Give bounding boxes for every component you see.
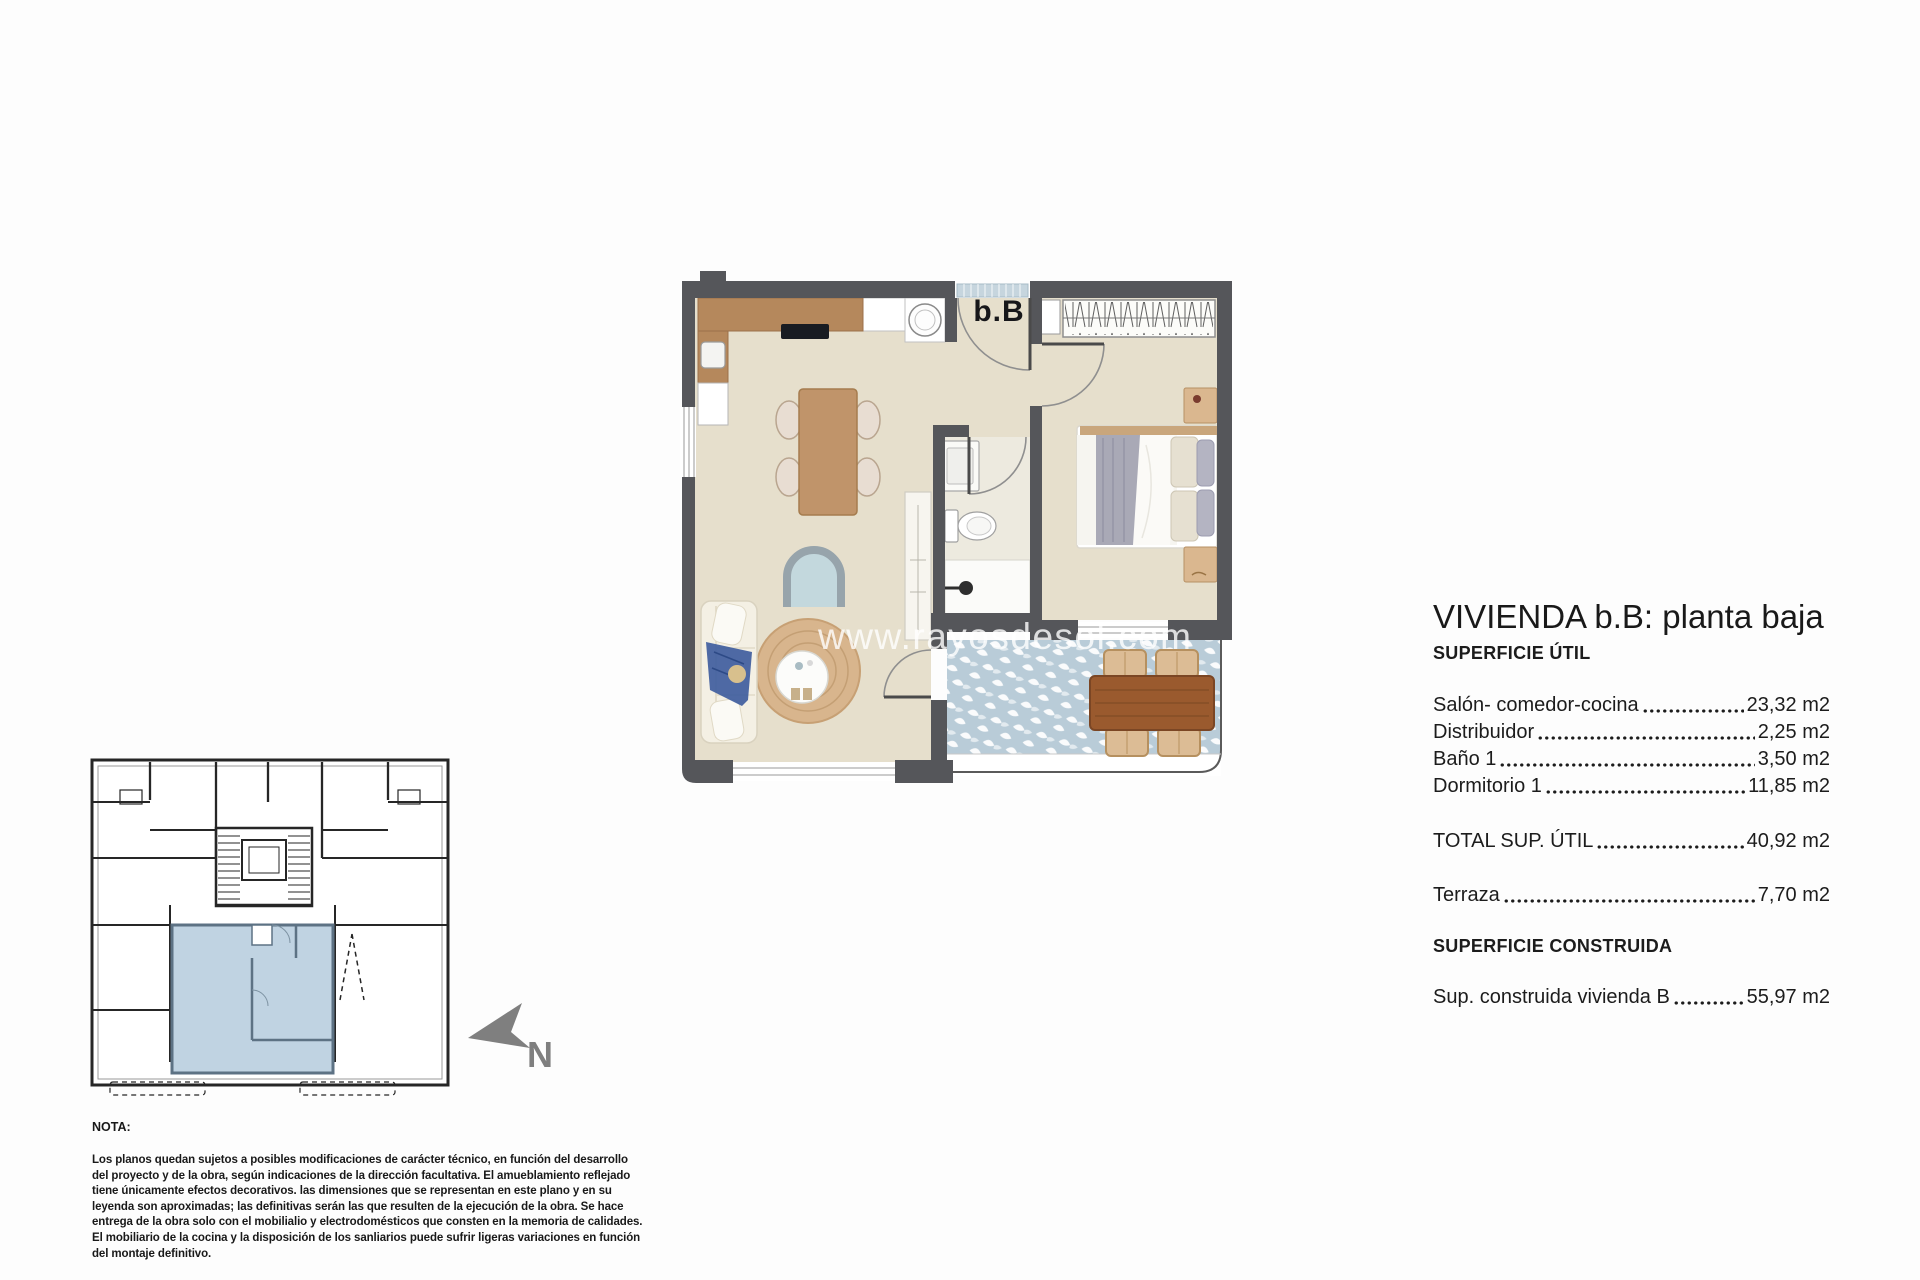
wardrobe xyxy=(1036,300,1215,337)
area-label: Dormitorio 1 xyxy=(1433,775,1542,797)
dining-table xyxy=(799,389,857,515)
superficie-util-heading: SUPERFICIE ÚTIL xyxy=(1433,643,1591,663)
dot-leader xyxy=(1673,1001,1744,1005)
dot-leader xyxy=(1499,763,1754,767)
sofa xyxy=(701,601,757,743)
construida-row xyxy=(1433,984,1830,1011)
area-value: 7,70 m2 xyxy=(1757,884,1830,906)
note-line: tiene únicamente efectos decorativos. las dimensiones que se representan en este plano y en su xyxy=(92,1185,612,1198)
coffee-table xyxy=(776,651,828,703)
washer-icon xyxy=(909,304,941,336)
shower-icon xyxy=(959,581,973,595)
area-value: 23,32 m2 xyxy=(1746,694,1830,716)
area-list xyxy=(1433,692,1830,800)
cooktop-icon xyxy=(781,324,829,339)
area-row-distribuidor xyxy=(1433,719,1830,746)
sink-icon xyxy=(701,342,725,368)
area-label: Salón- comedor-cocina xyxy=(1433,694,1639,716)
nightstand xyxy=(1184,547,1217,582)
area-label: Baño 1 xyxy=(1433,748,1497,770)
area-value: 55,97 m2 xyxy=(1746,986,1830,1008)
watermark: www.rayosdesol.com xyxy=(818,616,1193,657)
toilet-tank xyxy=(945,510,958,542)
console-table xyxy=(905,492,931,640)
page-title: VIVIENDA b.B: planta baja xyxy=(1433,598,1824,635)
note-block xyxy=(92,1120,652,1262)
area-row-bano xyxy=(1433,746,1830,773)
note-line: El mobiliario de la cocina y la disposición de los sanliarios puede sufrir ligeras variaciones en función xyxy=(92,1231,641,1244)
dot-leader xyxy=(1642,709,1744,713)
unit-label: b.B xyxy=(973,295,1025,328)
dot-leader xyxy=(1537,736,1755,740)
nightstand xyxy=(1184,388,1217,423)
floor-plan xyxy=(655,250,1275,810)
area-value: 11,85 m2 xyxy=(1748,775,1830,797)
north-arrow-icon xyxy=(468,1003,530,1048)
note-heading: NOTA: xyxy=(92,1120,131,1134)
area-value: 2,25 m2 xyxy=(1757,721,1830,743)
area-value: 40,92 m2 xyxy=(1746,830,1830,852)
area-row-salon xyxy=(1433,692,1830,719)
note-line: del montaje definitivo. xyxy=(92,1247,212,1260)
area-row-dormitorio xyxy=(1433,773,1830,800)
north-label: N xyxy=(527,1034,553,1075)
area-label: Distribuidor xyxy=(1433,721,1535,743)
dot-leader xyxy=(1596,845,1743,849)
note-line: entrega de la obra solo con el mobilialio y electrodomésticos que consten en la memoria de calidades. xyxy=(92,1216,643,1229)
superficie-construida-heading: SUPERFICIE CONSTRUIDA xyxy=(1433,936,1673,956)
dot-leader xyxy=(1545,790,1745,794)
key-plan xyxy=(80,745,590,1105)
note-line: del proyecto y de la obra, según indicaciones de la dirección facultativa. El amueblamiento reflejado xyxy=(92,1169,631,1182)
area-label: TOTAL SUP. ÚTIL xyxy=(1433,830,1594,852)
armchair xyxy=(787,550,841,607)
dot-leader xyxy=(1503,899,1755,903)
note-line: Los planos quedan sujetos a posibles modificaciones de carácter técnico, en función del desarrollo xyxy=(92,1154,628,1166)
note-line: leyenda son aproximadas; las definitivas serán las que resulten de la ejecución de la obra. Se hace xyxy=(92,1200,624,1213)
info-panel xyxy=(1433,597,1830,1011)
rug xyxy=(756,619,860,723)
highlighted-unit xyxy=(172,925,333,1073)
total-util-row xyxy=(1433,828,1830,855)
terraza-row xyxy=(1433,882,1830,909)
area-label: Sup. construida vivienda B xyxy=(1433,986,1670,1008)
area-label: Terraza xyxy=(1433,884,1500,906)
area-value: 3,50 m2 xyxy=(1757,748,1830,770)
